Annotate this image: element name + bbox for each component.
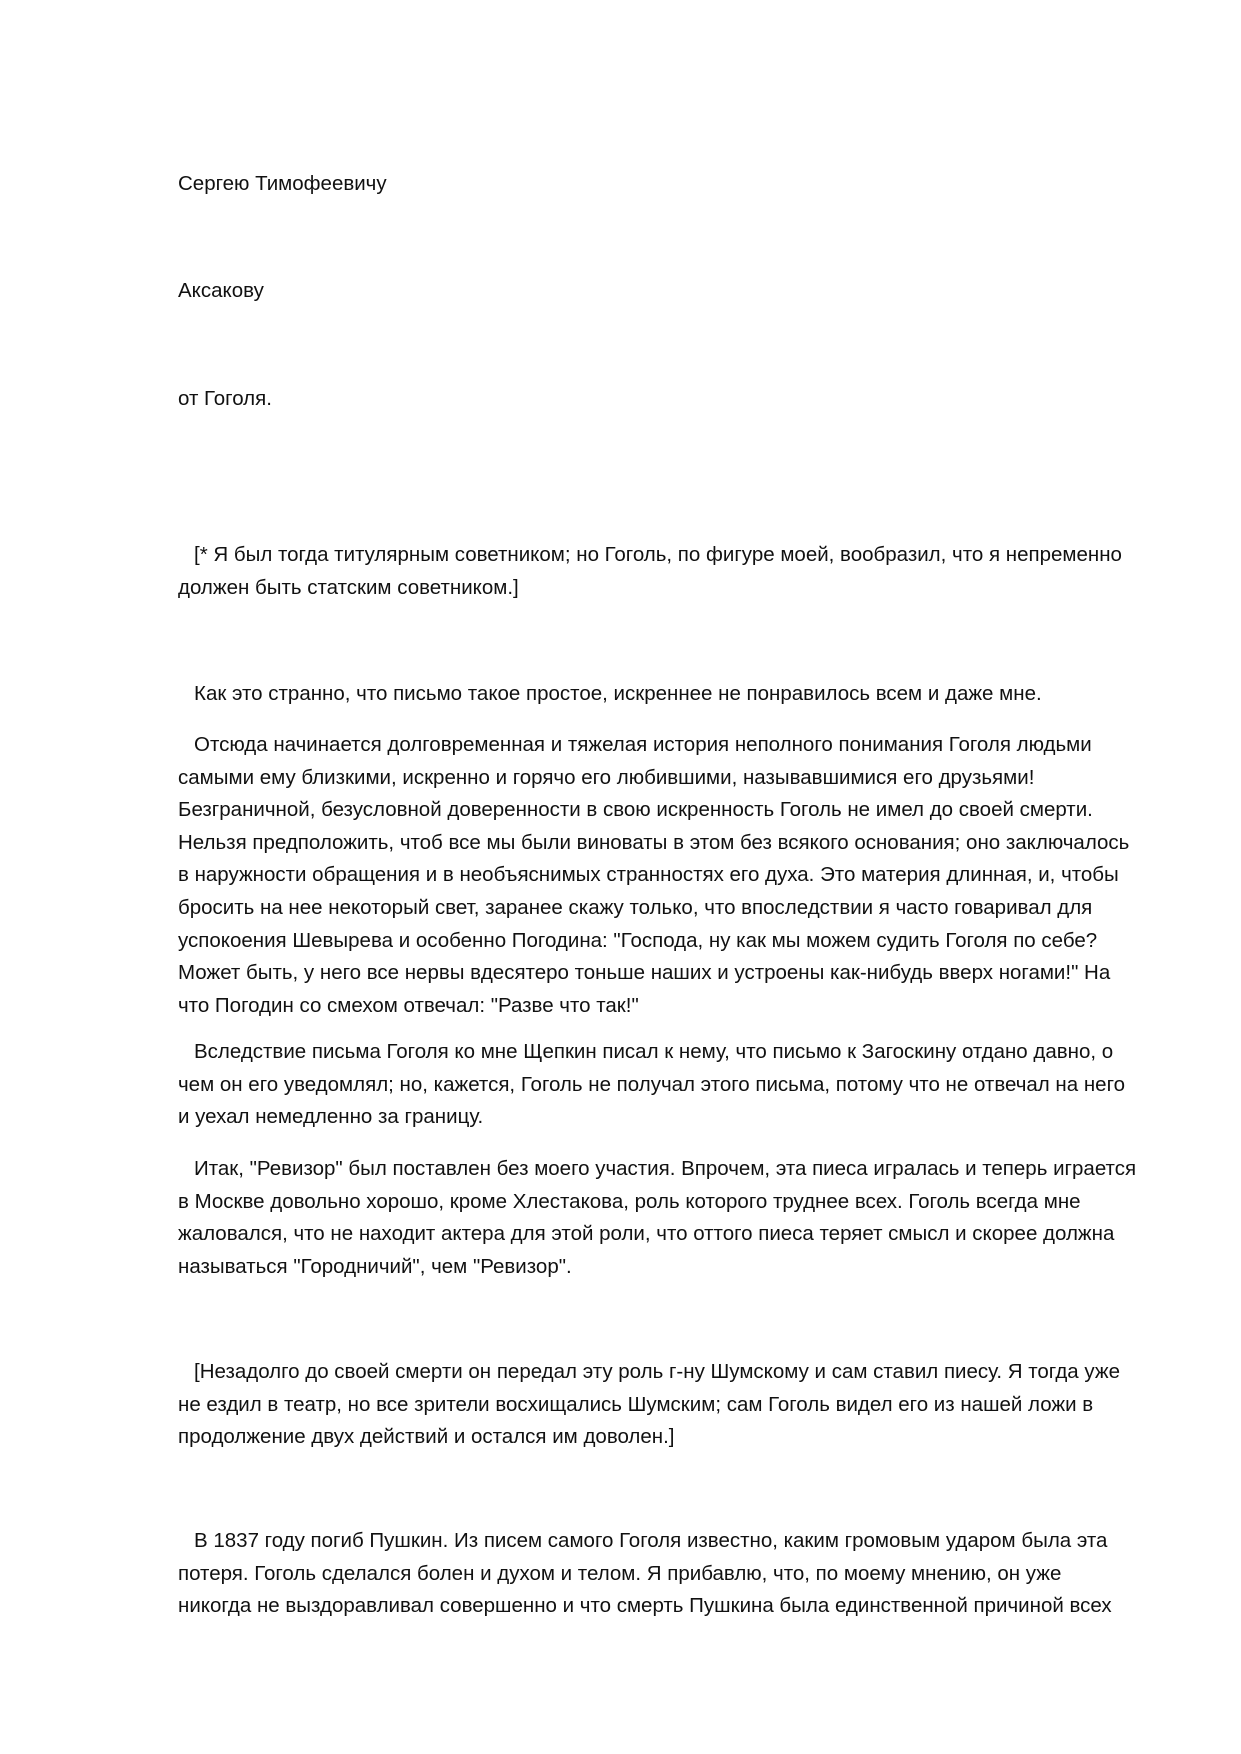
text-line: в наружности обращения и в необъяснимых странностях его духа. Это материя длинная, и, чтобы [178, 863, 1119, 887]
text-line: Нельзя предположить, чтоб все мы были виноваты в этом без всякого основания; оно заключалось [178, 830, 1130, 854]
text-line: Как это странно, что письмо такое простое, искреннее не понравилось всем и даже мне. [194, 682, 1042, 705]
text-line: чем он его уведомлял; но, кажется, Гоголь не получал этого письма, потому что не отвечал на него [178, 1072, 1126, 1096]
paragraph-revizor [178, 1153, 1168, 1283]
dedication-text: от Гоголя. [178, 387, 272, 410]
text-line: бросить на нее некоторый свет, заранее скажу только, что впоследствии я часто говаривал для [178, 895, 1093, 919]
text-line: В 1837 году погиб Пушкин. Из писем самого Гоголя известно, каким громовым ударом была эта [194, 1529, 1108, 1552]
text-line: самыми ему близкими, искренно и горячо его любившими, называвшимися его друзьями! [178, 765, 1035, 789]
text-line: называться "Городничий", чем "Ревизор". [178, 1254, 572, 1278]
paragraph-misunderstanding [178, 729, 1168, 1022]
text-line: жаловался, что не находит актера для этой роли, что оттого пиеса теряет смысл и скорее должна [178, 1222, 1115, 1246]
paragraph-shchepkin [178, 1036, 1168, 1134]
text-line: успокоения Шевырева и особенно Погодина: "Господа, ну как мы можем судить Гоголя по себе? [178, 928, 1098, 952]
text-line: в Москве довольно хорошо, кроме Хлестакова, роль которого труднее всех. Гоголь всегда мне [178, 1189, 1081, 1213]
text-line: Безграничной, безусловной доверенности в свою искренность Гоголь не имел до своей смерти. [178, 798, 1093, 822]
text-line: потеря. Гоголь сделался болен и духом и телом. Я прибавлю, что, по моему мнению, он уже [178, 1561, 1062, 1585]
footnote-titular-councillor [178, 539, 1168, 604]
text-line: должен быть статским советником.] [178, 575, 519, 599]
dedication-line-1 [178, 168, 1168, 201]
dedication-text: Аксакову [178, 279, 264, 302]
text-line: [* Я был тогда титулярным советником; но Гоголь, по фигуре моей, вообразил, что я непременно [194, 543, 1122, 566]
dedication-line-3 [178, 383, 1168, 416]
text-line: не ездил в театр, но все зрители восхищались Шумским; сам Гоголь видел его из нашей ложи в [178, 1392, 1094, 1416]
text-line: что Погодин со смехом отвечал: "Разве что так!" [178, 993, 639, 1017]
text-line: продолжение двух действий и остался им доволен.] [178, 1425, 675, 1449]
text-line: Вследствие письма Гоголя ко мне Щепкин писал к нему, что письмо к Загоскину отдано давно, о [194, 1040, 1114, 1063]
text-line: [Незадолго до своей смерти он передал эту роль г-ну Шумскому и сам ставил пиесу. Я тогда уже [194, 1360, 1121, 1383]
text-line: Может быть, у него все нервы вдесятеро тоньше наших и устроены как-нибудь вверх ногами!" На [178, 961, 1111, 985]
paragraph-pushkin [178, 1525, 1168, 1623]
footnote-shumsky [178, 1356, 1168, 1454]
text-line: никогда не выздоравливал совершенно и что смерть Пушкина была единственной причиной всех [178, 1594, 1112, 1618]
text-line: Итак, "Ревизор" был поставлен без моего участия. Впрочем, эта пиеса игралась и теперь играется [194, 1157, 1137, 1180]
paragraph-strange-letter [178, 678, 1168, 711]
text-line: и уехал немедленно за границу. [178, 1105, 484, 1129]
text-line: Отсюда начинается долговременная и тяжелая история неполного понимания Гоголя людьми [194, 733, 1092, 756]
dedication-text: Сергею Тимофеевичу [178, 172, 387, 195]
dedication-line-2 [178, 275, 1168, 308]
